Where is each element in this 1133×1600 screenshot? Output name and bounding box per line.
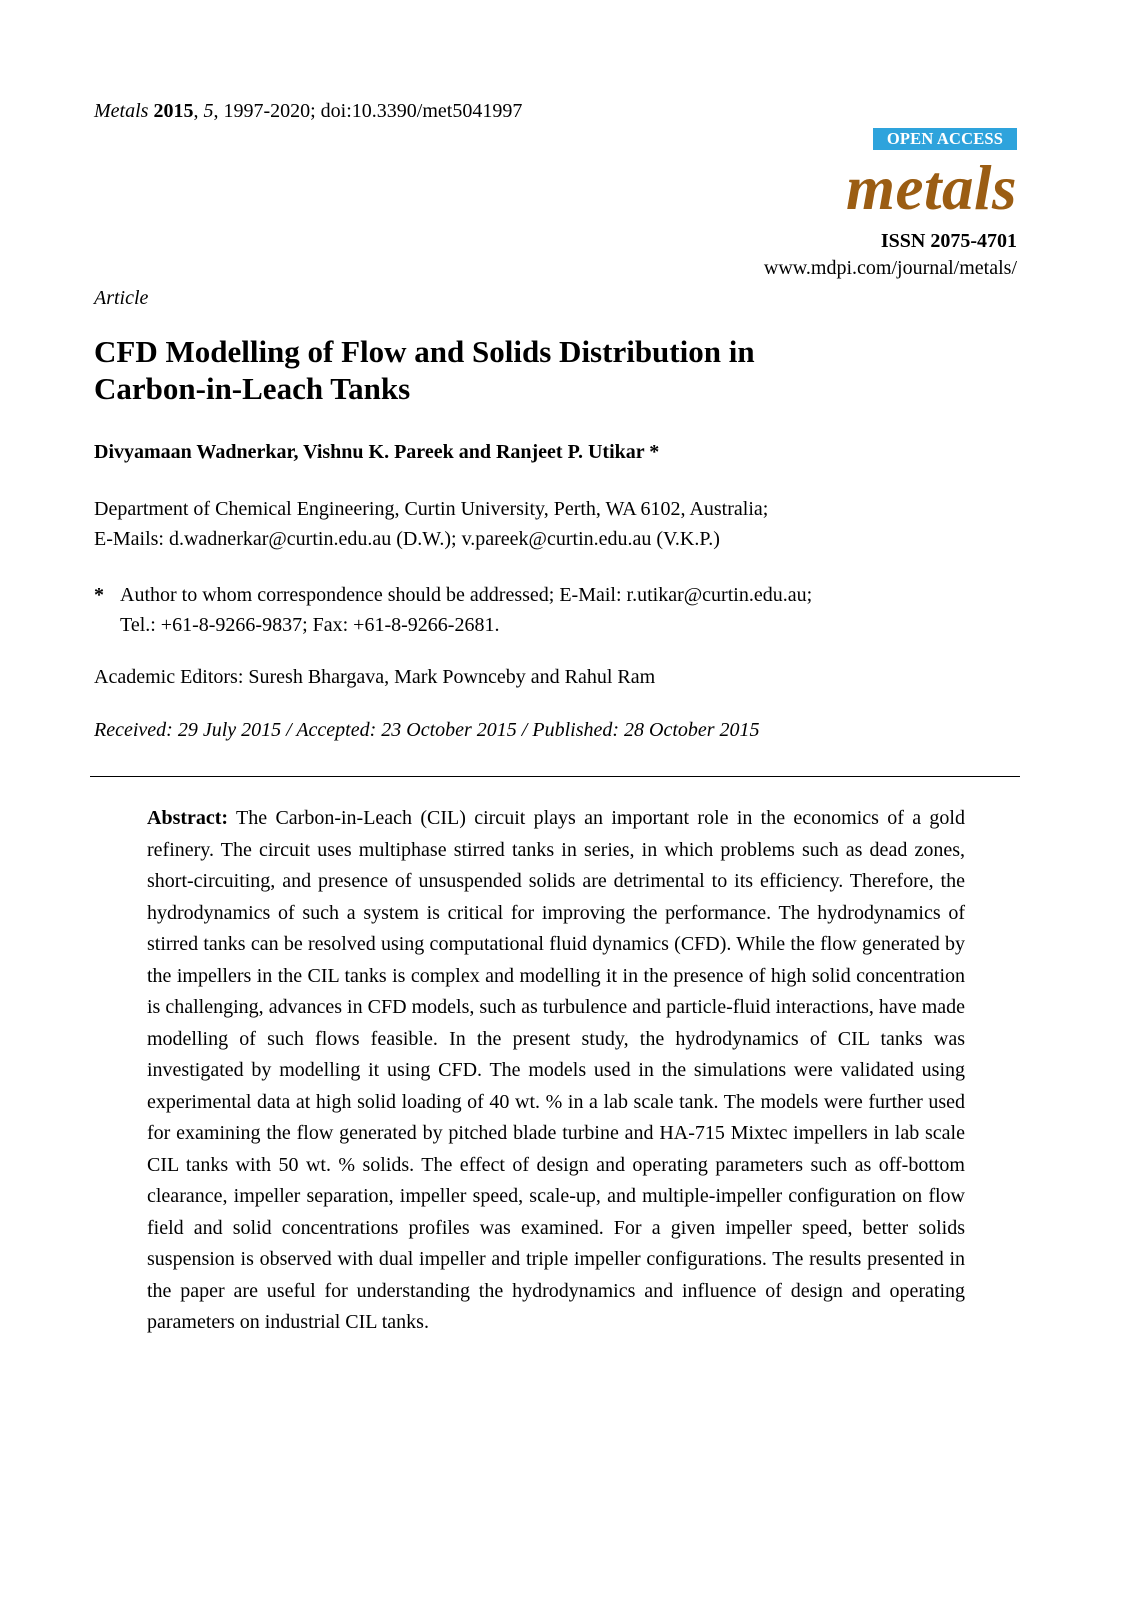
affiliation-line: E-Mails: d.wadnerkar@curtin.edu.au (D.W.); v.pareek@curtin.edu.au (V.K.P.): [94, 528, 720, 550]
pages-doi: , 1997-2020; doi:10.3390/met5041997: [213, 100, 523, 122]
publication-dates: Received: 29 July 2015 / Accepted: 23 October 2015 / Published: 28 October 2015: [94, 719, 760, 741]
correspondence-line: Tel.: +61-8-9266-9837; Fax: +61-8-9266-2681.: [120, 614, 500, 636]
open-access-badge: OPEN ACCESS: [873, 128, 1017, 150]
affiliation-line: Department of Chemical Engineering, Curtin University, Perth, WA 6102, Australia;: [94, 498, 769, 520]
title-line: Carbon-in-Leach Tanks: [94, 371, 411, 406]
journal-name: Metals: [94, 100, 149, 122]
header-divider: [90, 776, 1020, 777]
journal-volume: 5: [203, 100, 214, 122]
journal-logo: metals: [846, 153, 1017, 223]
abstract-text: The Carbon-in-Leach (CIL) circuit plays an important role in the economics of a gold refinery. The circuit uses multiphase stirred tanks in series, in which problems such as dead zones, short-circuiting, and presence of unsuspended solids are detrimental to its efficiency. Therefore, the hydrodynamics of such a system is critical for improving the performance. The hydrodynamics of stirred tanks can be resolved using computational fluid dynamics (CFD). While the flow generated by the impellers in the CIL tanks is complex and modelling it in the presence of high solid concentration is challenging, advances in CFD models, such as turbulence and particle-fluid interactions, have made modelling of such flows feasible. In the present study, the hydrodynamics of CIL tanks was investigated by modelling it using CFD. The models used in the simulations were validated using experimental data at high solid loading of 40 wt. % in a lab scale tank. The models were further used for examining the flow generated by pitched blade turbine and HA-715 Mixtec impellers in lab scale CIL tanks with 50 wt. % solids. The effect of design and operating parameters such as off-bottom clearance, impeller separation, impeller speed, scale-up, and multiple-impeller configuration on flow field and solid concentrations profiles was examined. For a given impeller speed, better solids suspension is observed with dual impeller and triple impeller configurations. The results presented in the paper are useful for understanding the hydrodynamics and influence of design and operating parameters on industrial CIL tanks.: [147, 807, 965, 1333]
issn: ISSN 2075-4701: [880, 230, 1017, 252]
correspondence-line: Author to whom correspondence should be addressed; E-Mail: r.utikar@curtin.edu.au;: [120, 584, 813, 606]
correspondence-marker: *: [94, 584, 104, 606]
author-list: Divyamaan Wadnerkar, Vishnu K. Pareek and Ranjeet P. Utikar *: [94, 441, 660, 463]
abstract-label: Abstract:: [147, 807, 229, 829]
affiliation: [94, 494, 768, 554]
article-type: Article: [94, 287, 149, 309]
article-title: [94, 333, 755, 407]
citation-line: Metals 2015, 5, 1997-2020; doi:10.3390/met5041997: [94, 100, 523, 122]
journal-year: 2015: [153, 100, 194, 122]
academic-editors: Academic Editors: Suresh Bhargava, Mark Pownceby and Rahul Ram: [94, 666, 656, 688]
title-line: CFD Modelling of Flow and Solids Distribution in: [94, 334, 755, 369]
journal-url[interactable]: www.mdpi.com/journal/metals/: [763, 257, 1017, 279]
abstract: [147, 803, 965, 1339]
correspondence-note: [120, 580, 812, 640]
